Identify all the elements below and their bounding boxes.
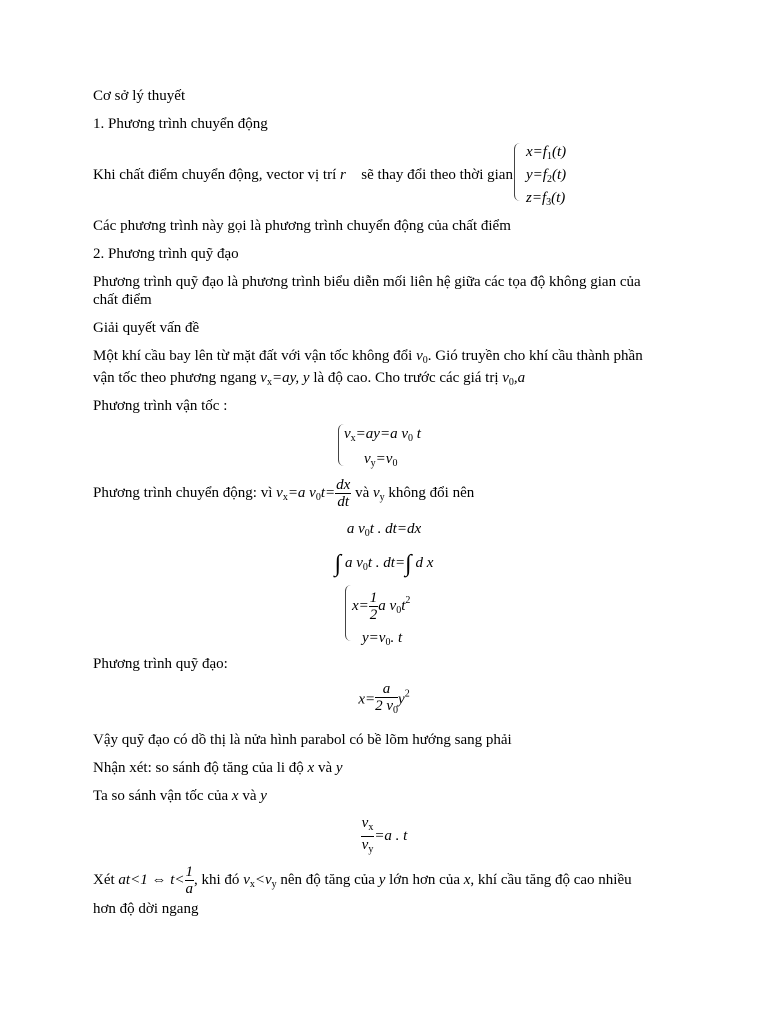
label-trajectory-equation: Phương trình quỹ đạo:: [93, 656, 228, 672]
paragraph-trajectory-def-1: Phương trình quỹ đạo là phương trình biểu diễn mối liên hệ giữa các tọa độ không gian của: [93, 274, 641, 290]
equation-trajectory: x= $\frac{a}{2 v_0}$ $y^2$: [358, 681, 410, 716]
heading-motion-equation: 1. Phương trình chuyển động: [93, 116, 268, 132]
heading-problem-solving: Giải quyết vấn đề: [93, 320, 200, 336]
heading-trajectory-equation: 2. Phương trình quỹ đạo: [93, 246, 239, 262]
paragraph-parabola-conclusion: Vậy quỹ đạo có dồ thị là nửa hình parabol có bề lõm hướng sang phải: [93, 732, 512, 748]
paragraph-problem-1: Một khí cầu bay lên từ mặt đất với vận tốc không đổi $v_0$. Gió truyền cho khí cầu thành phần: [93, 348, 643, 366]
document-page: Cơ sở lý thuyết 1. Phương trình chuyển động Khi chất điểm chuyển động, vector vị trí r⃗ sẽ thay đổi theo thời gian $x=f_1(t)$ $y=f_2(t)$ $z=f_3(t)$ Các phương trình này gọi là phương trình chuyển động của chất điểm 2. Phương trình quỹ đạo Phương trình quỹ đạo là phương trình biểu diễn mối liên hệ giữa các tọa độ không gian của chất điểm Giải quyết vấn đề Một khí cầu bay lên từ mặt đất với vận tốc không đổi $v_0$. Gió truyền cho khí cầu thành phần vận tốc theo phương ngang $v_x=ay$, y là độ cao. Cho trước các giá trị $v_0,a$ Phương trình vận tốc : $v_x=ay=a$ $v_0$ t $v_y=v_0$ Phương trình chuyển động: vì $v_x=a$ $v_0t=$ $\frac{dx}{dt}$ và $v_y$ không đổi nên a $v_0t$ . dt=dx ∫ a $v_0t$ . dt=∫ d x x= $\frac{1}{2}$ a $v_0t^2$ $y=v_0$. t Phương trình quỹ đạo: x= $\frac{a}{2 v_0}$ $y^2$ Vậy quỹ đạo có dồ thị là nửa hình parabol có bề lõm hướng sang phải Nhận xét: so sánh độ tăng của li độ x và y Ta so sánh vận tốc của x và y $\frac{v_x}{v_y}$ =a . t Xét at<1 ⇔ t< $\frac{1}{a}$ , khi đó $v_x<v_y$ nên độ tăng của y lớn hơn của x, khí cầu tăng độ cao nhiều hơn độ dời ngang: [0, 0, 768, 1024]
equation-differential: a $v_0t$ . dt=dx: [346, 521, 422, 539]
equation-integral: ∫ a $v_0t$ . dt=∫ d x: [334, 551, 434, 577]
paragraph-remark: Nhận xét: so sánh độ tăng của li độ x và y: [93, 760, 343, 776]
paragraph-trajectory-def-2: chất điểm: [93, 292, 152, 308]
paragraph-motion-definition: Các phương trình này gọi là phương trình chuyển động của chất điểm: [93, 218, 511, 234]
heading-theory: Cơ sở lý thuyết: [93, 88, 186, 104]
paragraph-motion-because: Phương trình chuyển động: vì $v_x=a$ $v_0t=$ $\frac{dx}{dt}$ và $v_y$ không đổi nên: [93, 477, 475, 511]
label-velocity-equation: Phương trình vận tốc :: [93, 398, 228, 414]
equation-velocity-ratio: $\frac{v_x}{v_y}$ =a . t: [361, 815, 408, 855]
paragraph-compare-velocity: Ta so sánh vận tốc của x và y: [93, 788, 267, 804]
paragraph-position-vector: Khi chất điểm chuyển động, vector vị trí r⃗ sẽ thay đổi theo thời gian: [93, 167, 513, 183]
paragraph-problem-2: vận tốc theo phương ngang $v_x=ay$, y là độ cao. Cho trước các giá trị $v_0,a$: [93, 370, 526, 388]
paragraph-consider-condition: Xét at<1 ⇔ t< $\frac{1}{a}$ , khi đó $v_x<v_y$ nên độ tăng của y lớn hơn của x, khí cầu tăng độ cao nhiều: [93, 864, 632, 898]
paragraph-consider-condition-2: hơn độ dời ngang: [93, 901, 199, 917]
